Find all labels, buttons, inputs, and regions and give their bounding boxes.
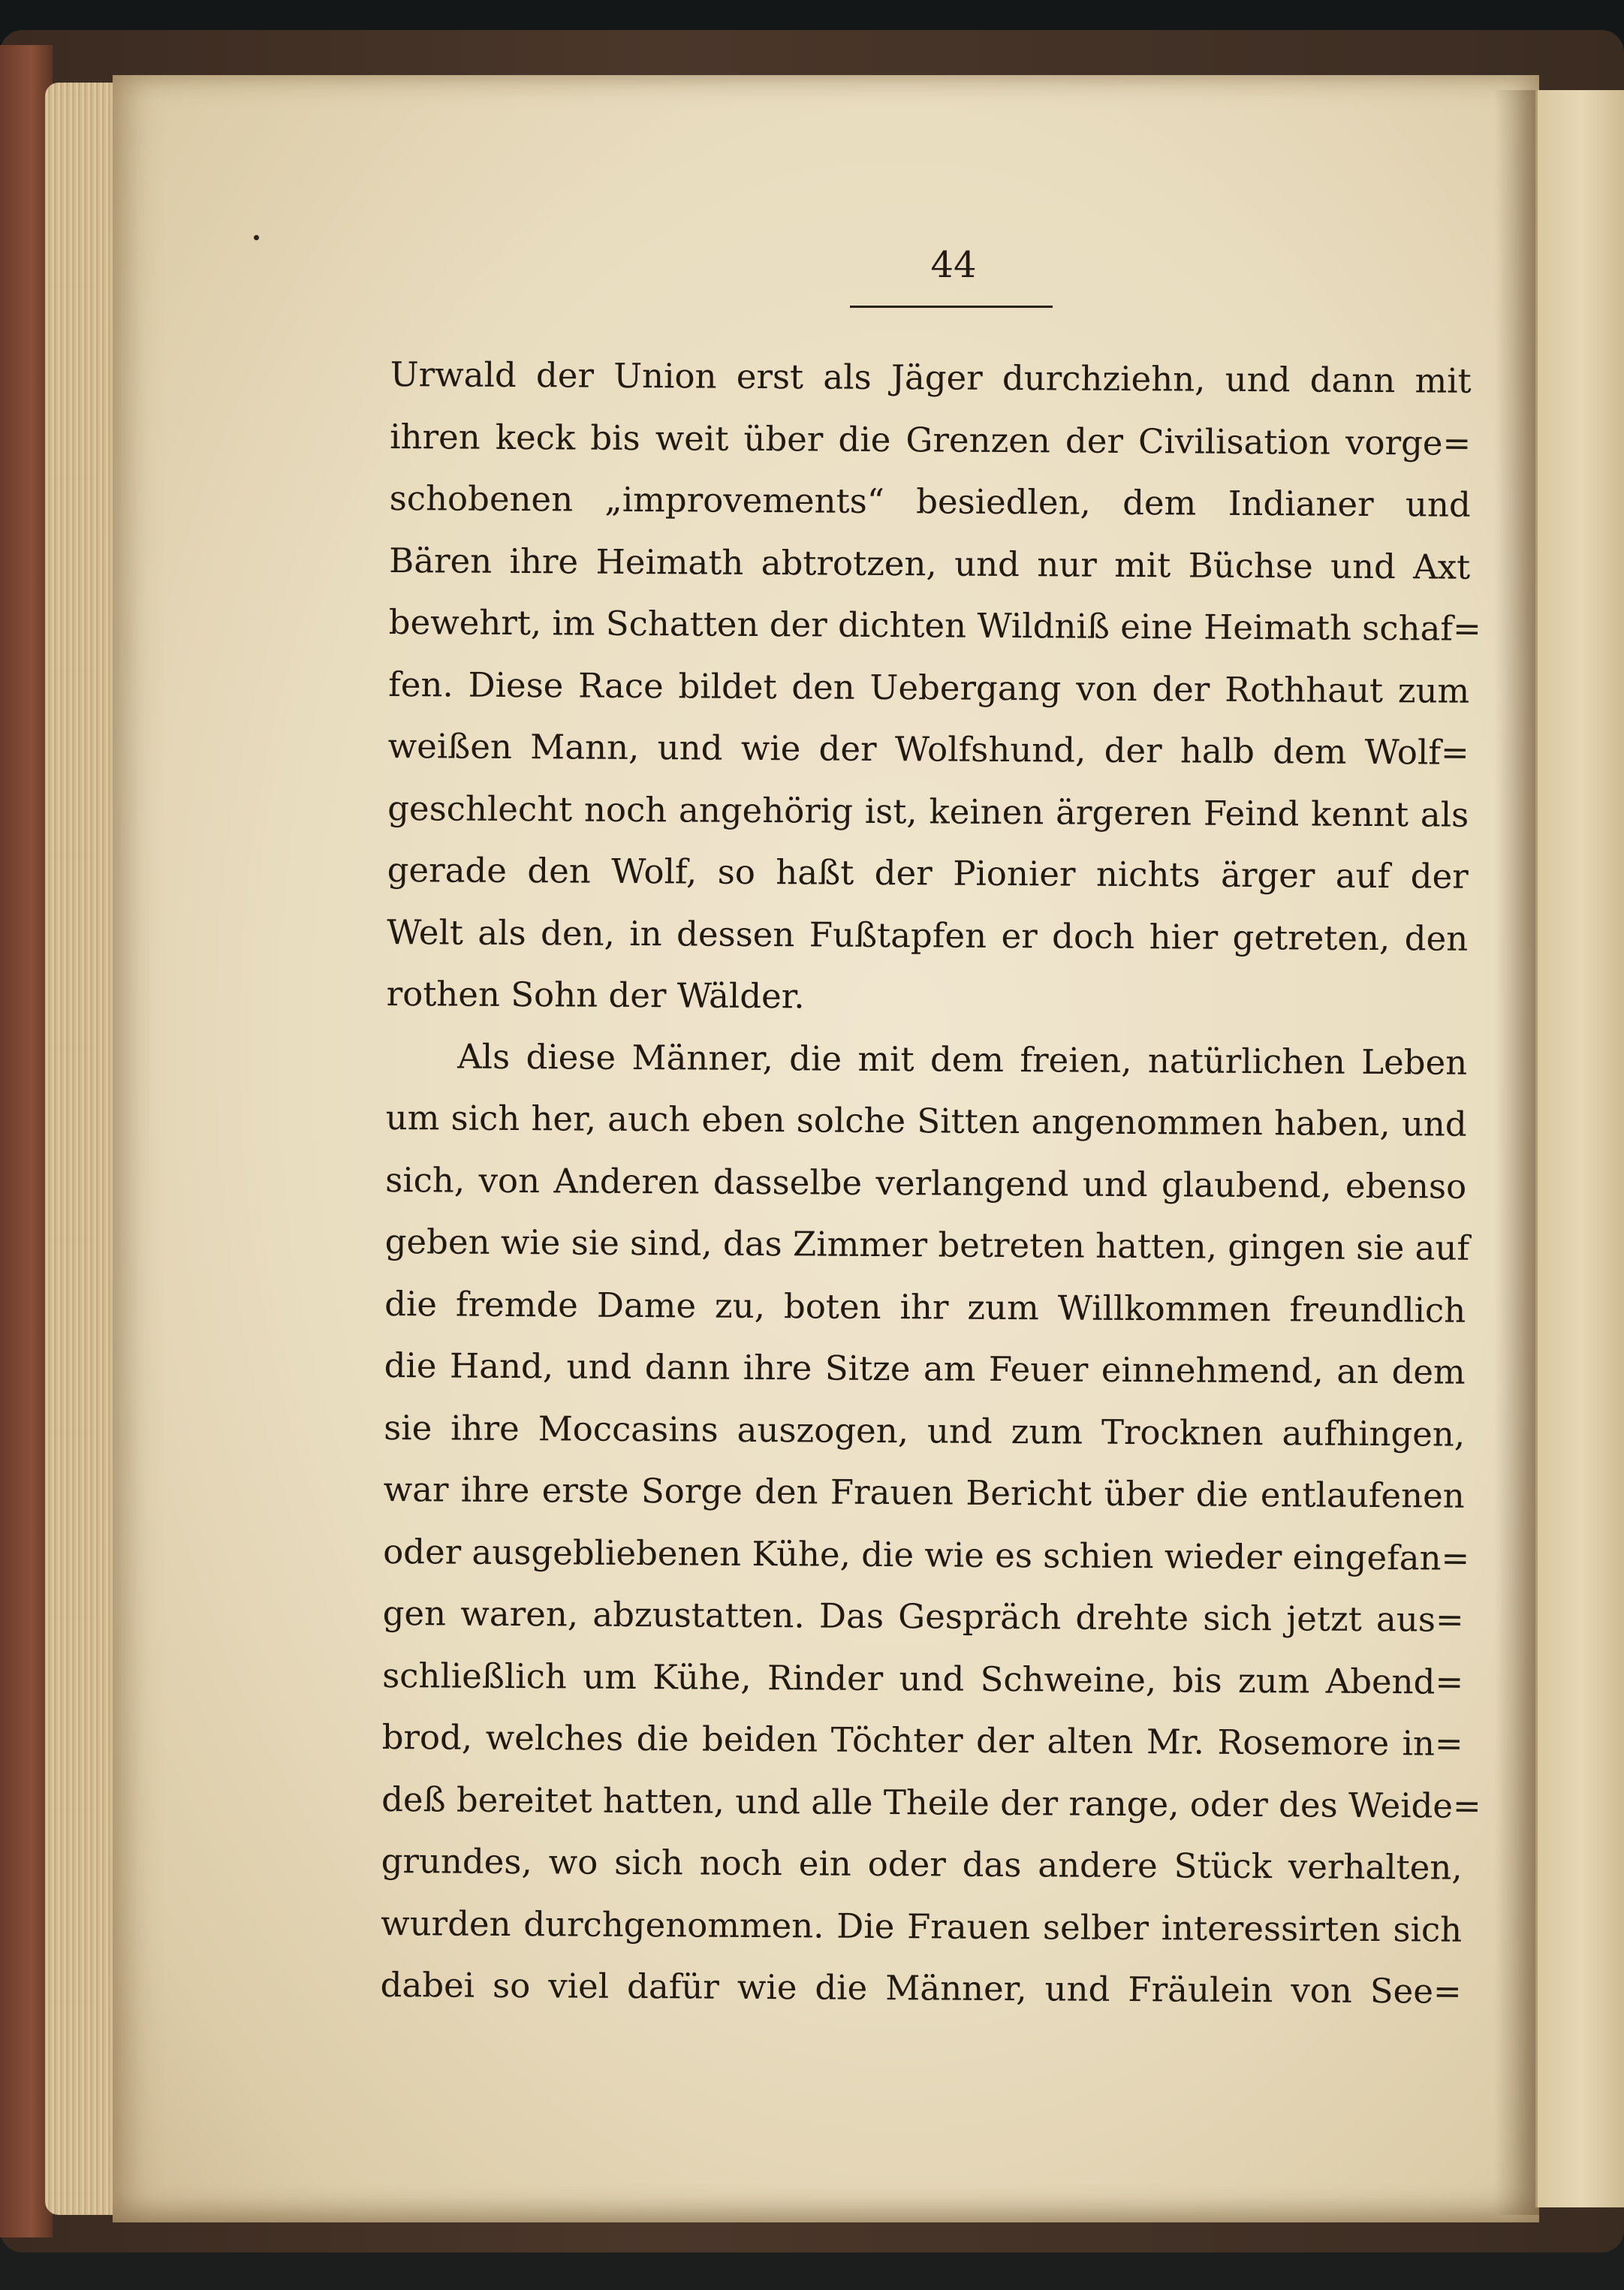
- text-line: die fremde Dame zu, boten ihr zum Willkommen freundlich: [384, 1283, 1466, 1330]
- page-curl-shadow: [1494, 90, 1539, 2215]
- adjacent-page-edge: [1535, 90, 1624, 2207]
- text-line: gen waren, abzustatten. Das Gespräch drehte sich jetzt aus=: [382, 1592, 1464, 1640]
- text-line: deß bereitet hatten, und alle Theile der range, oder des Weide=: [381, 1779, 1481, 1826]
- paper-speck: [254, 235, 259, 240]
- paragraph-end-line: rothen Sohn der Wälder.: [386, 973, 805, 1017]
- text-line: schobenen „improvements“ besiedlen, dem Indianer und: [389, 478, 1471, 525]
- text-line: brod, welches die beiden Töchter der alten Mr. Rosemore in=: [381, 1716, 1463, 1764]
- text-line: sie ihre Moccasins auszogen, und zum Trocknen aufhingen,: [384, 1407, 1466, 1454]
- text-line: Welt als den, in dessen Fußtapfen er doch hier getreten, den: [387, 911, 1469, 959]
- paragraph-start-line: Als diese Männer, die mit dem freien, natürlichen Leben: [457, 1036, 1468, 1083]
- text-line: geben wie sie sind, das Zimmer betreten hatten, gingen sie auf: [384, 1221, 1470, 1268]
- text-line: sich, von Anderen dasselbe verlangend und glaubend, ebenso: [385, 1159, 1467, 1207]
- text-line: um sich her, auch eben solche Sitten angenommen haben, und: [385, 1097, 1467, 1144]
- text-line: Bären ihre Heimath abtrotzen, und nur mit Büchse und Axt: [389, 540, 1471, 587]
- text-line: Urwald der Union erst als Jäger durchziehn, und dann mit: [390, 354, 1472, 401]
- text-line: oder ausgebliebenen Kühe, die wie es schien wieder eingefan=: [383, 1531, 1470, 1578]
- text-line: grundes, wo sich noch ein oder das andere Stück verhalten,: [381, 1840, 1463, 1888]
- text-line: ihren keck bis weit über die Grenzen der Civilisation vorge=: [390, 416, 1472, 463]
- page-number: 44: [930, 244, 977, 286]
- text-line: geschlecht noch angehörig ist, keinen ärgeren Feind kennt als: [387, 788, 1469, 835]
- text-line: schließlich um Kühe, Rinder und Schweine, bis zum Abend=: [382, 1655, 1464, 1702]
- text-line: fen. Diese Race bildet den Uebergang von der Rothhaut zum: [388, 664, 1470, 711]
- header-rule: [850, 306, 1053, 308]
- text-line: dabei so viel dafür wie die Männer, und Fräulein von See=: [380, 1964, 1462, 2011]
- text-line: die Hand, und dann ihre Sitze am Feuer einnehmend, an dem: [384, 1345, 1466, 1392]
- text-line: gerade den Wolf, so haßt der Pionier nichts ärger auf der: [387, 849, 1469, 896]
- text-line: weißen Mann, und wie der Wolfshund, der halb dem Wolf=: [387, 725, 1469, 773]
- text-line: war ihre erste Sorge den Frauen Bericht über die entlaufenen: [383, 1469, 1465, 1516]
- text-line: bewehrt, im Schatten der dichten Wildniß eine Heimath schaf=: [388, 601, 1481, 649]
- body-text: [380, 344, 1481, 2023]
- text-line: wurden durchgenommen. Die Frauen selber interessirten sich: [380, 1903, 1463, 1950]
